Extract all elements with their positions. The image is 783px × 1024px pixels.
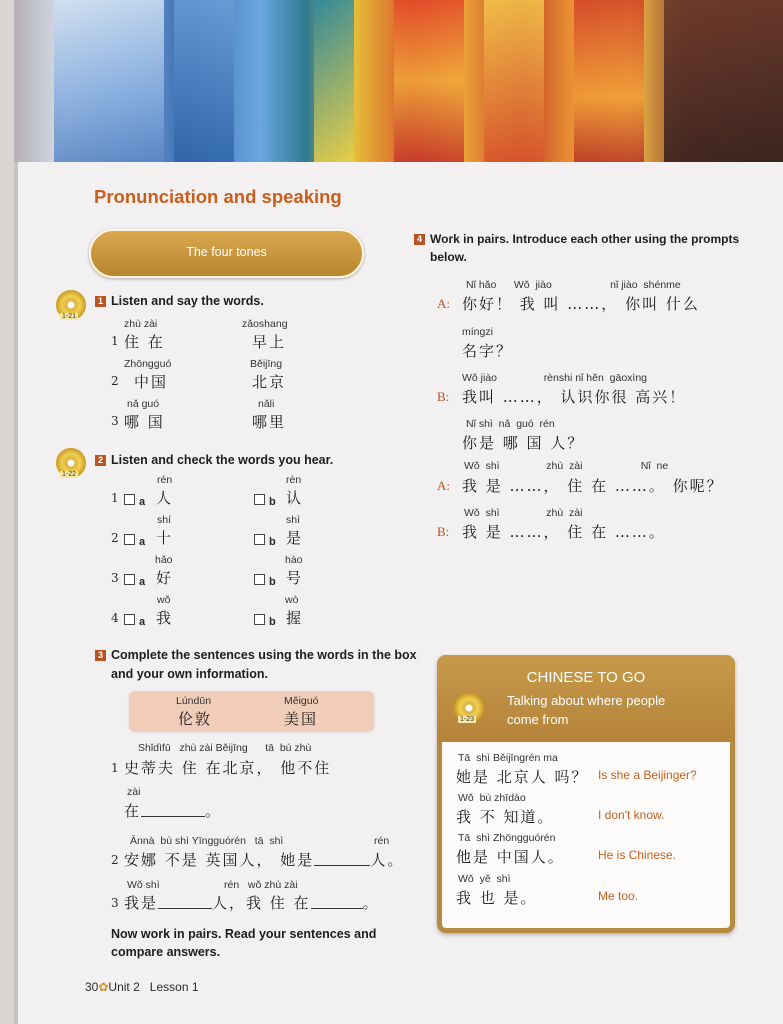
ex2-instruction [95, 453, 333, 467]
checkbox[interactable] [124, 614, 135, 625]
ex2-row-number: 2 [111, 531, 119, 545]
cd-track-label: 1-21 [62, 313, 77, 320]
ex1-instruction [95, 294, 264, 308]
ex3-s1b-pinyin: zài [127, 786, 141, 798]
ex1-hanzi: 早上 [252, 333, 287, 351]
checkbox[interactable] [124, 574, 135, 585]
blank-field[interactable] [158, 908, 212, 909]
ex3-s3-line [124, 892, 380, 913]
ex3-instruction-text: Complete the sentences using the words in the box [111, 648, 417, 662]
ex3-s3-hanzi-a: 我是 [124, 894, 159, 912]
page-number: 30 [85, 980, 99, 994]
ex3-s3-end: 。 [362, 894, 380, 912]
ex1-hanzi: 住 在 [124, 333, 165, 351]
ctg-english: I don't know. [598, 808, 665, 822]
tones-pill-label: The four tones [186, 245, 267, 259]
ex2-pinyin: rèn [286, 474, 302, 486]
ex2-hanzi: 我 [156, 609, 174, 627]
ex1-pinyin: nǎ guó [127, 398, 160, 410]
ex3-s3-hanzi-b: 人，我 住 在 [212, 894, 311, 912]
checkbox[interactable] [254, 534, 265, 545]
ex3-s1b-end: 。 [205, 802, 223, 820]
option-letter: b [269, 576, 276, 588]
ex4-hanzi: 你是 哪 国 人？ [462, 434, 585, 452]
ex4-pinyin: Wǒ shì zhù zài Nǐ ne [464, 460, 669, 472]
ctg-subtitle-l1: Talking about where people [507, 693, 666, 708]
ex4-hanzi: 我 是 ……， 住 在 ……。 [462, 523, 666, 541]
ex4-pinyin: Wǒ jiào rènshi nǐ hěn gāoxìng [462, 372, 648, 384]
ex3-instruction-line2: and your own information. [111, 667, 268, 681]
ex2-pinyin: shí [157, 514, 172, 526]
ex2-hanzi: 认 [286, 489, 304, 507]
blank-field[interactable] [314, 865, 370, 866]
ex1-row-number: 1 [111, 334, 119, 348]
ex1-instruction-text: Listen and say the words. [111, 294, 264, 308]
ex1-row-number: 3 [111, 414, 119, 428]
cd-track-label: 1-23 [460, 716, 475, 723]
ex2-option-a[interactable] [124, 490, 145, 509]
ex1-pinyin: Zhōngguó [124, 358, 172, 370]
ex2-hanzi: 握 [286, 609, 304, 627]
ex4-pinyin: Nǐ shì nǎ guó rén [466, 418, 555, 430]
checkbox[interactable] [254, 614, 265, 625]
ex2-hanzi: 是 [286, 529, 304, 547]
checkbox[interactable] [254, 574, 265, 585]
ex4-number: 4 [414, 234, 425, 245]
ex3-row-number: 1 [111, 761, 119, 775]
ex1-hanzi: 北京 [252, 373, 287, 391]
footer-lesson: Lesson 1 [149, 980, 199, 994]
ex4-hanzi: 我叫 ……， 认识你很 高兴！ [462, 388, 687, 406]
option-letter: a [139, 536, 146, 548]
ex1-pinyin: nǎli [258, 398, 275, 410]
pairs-instruction-l1: Now work in pairs. Read your sentences and [111, 927, 377, 941]
ex2-row-number: 4 [111, 611, 119, 625]
ex1-hanzi: 哪 国 [124, 413, 165, 431]
page-binding-edge [0, 0, 14, 1024]
ex2-pinyin: hǎo [155, 554, 173, 566]
ex3-number: 3 [95, 650, 106, 661]
checkbox[interactable] [254, 494, 265, 505]
ex2-hanzi: 号 [286, 569, 304, 587]
ctg-english: He is Chinese. [598, 848, 677, 862]
word-box-hanzi: 伦敦 [178, 710, 213, 728]
ex3-s2-pinyin-end: rén [374, 835, 390, 847]
ctg-pinyin: Wǒ yě shì [458, 873, 511, 885]
page-footer [85, 980, 199, 994]
ctg-title: CHINESE TO GO [526, 669, 646, 686]
ex4-pinyin: Wǒ shì zhù zài [464, 507, 583, 519]
word-box-hanzi: 美国 [284, 710, 319, 728]
ex2-pinyin: wò [285, 594, 299, 606]
option-letter: a [139, 496, 146, 508]
ex3-row-number: 2 [111, 853, 119, 867]
speaker-label: B: [437, 389, 450, 404]
blank-field[interactable] [311, 908, 363, 909]
ex1-row-number: 2 [111, 374, 119, 388]
ex1-pinyin: Běijīng [250, 358, 283, 370]
flower-icon: ✿ [98, 980, 109, 994]
ex2-pinyin: wǒ [157, 594, 171, 606]
speaker-label: A: [437, 478, 450, 493]
ex2-option-a[interactable] [124, 530, 145, 549]
blank-field[interactable] [141, 816, 205, 817]
option-letter: b [269, 616, 276, 628]
footer-unit: Unit 2 [108, 980, 140, 994]
ex3-row-number: 3 [111, 896, 119, 910]
ex2-hanzi: 十 [156, 529, 174, 547]
ex2-hanzi: 好 [156, 569, 174, 587]
ctg-hanzi: 我 不 知道。 [456, 808, 555, 826]
ctg-pinyin: Tā shì Běijīngrén ma [458, 752, 558, 764]
ex1-pinyin: zhù zài [124, 318, 158, 330]
ex2-option-b[interactable] [254, 610, 276, 629]
ex2-pinyin: shì [286, 514, 301, 526]
ex2-row-number: 3 [111, 571, 119, 585]
checkbox[interactable] [124, 494, 135, 505]
ctg-hanzi: 我 也 是。 [456, 889, 538, 907]
word-box-pinyin: Měiguó [284, 695, 319, 707]
ctg-english: Is she a Beijinger? [598, 768, 697, 782]
option-letter: a [139, 616, 146, 628]
ex2-option-b[interactable] [254, 490, 276, 509]
ex3-s3-pinyin2: rén wǒ zhù zài [224, 879, 298, 891]
ex4-hanzi: 名字？ [462, 342, 514, 360]
ex2-hanzi: 人 [156, 489, 174, 507]
ex2-number: 2 [95, 455, 106, 466]
ctg-pinyin: Tā shì Zhōngguórén [458, 832, 556, 844]
ex2-option-a[interactable] [124, 610, 145, 629]
ex2-option-b[interactable] [254, 530, 276, 549]
ex3-s2-hanzi: 安娜 不是 英国人， 她是 [124, 851, 315, 869]
ex4-instruction [414, 232, 739, 246]
ex3-s1b-hanzi: 在 [124, 802, 142, 820]
ex3-s2-pinyin: Ānnà bù shì Yīngguórén tā shì [130, 835, 284, 847]
ex3-s1-hanzi: 史蒂夫 住 在北京， 他不住 [124, 759, 332, 777]
ex1-number: 1 [95, 296, 106, 307]
ex4-hanzi: 你好！ 我 叫 ……， 你叫 什么 [462, 295, 700, 313]
ex3-s1-pinyin: Shǐdìfū zhù zài Běijīng tā bú zhù [138, 742, 312, 754]
ex4-pinyin: míngzi [462, 326, 493, 338]
ex4-hanzi: 我 是 ……， 住 在 ……。 你呢？ [462, 477, 724, 495]
ex1-hanzi: 中国 [134, 373, 169, 391]
pairs-instruction-l2: compare answers. [111, 945, 221, 959]
ctg-subtitle-l2: come from [507, 712, 569, 727]
ex1-pinyin: zǎoshang [242, 318, 288, 330]
ctg-hanzi: 她是 北京人 吗？ [456, 768, 589, 786]
section-title: Pronunciation and speaking [94, 186, 342, 207]
word-box [129, 691, 374, 731]
cd-track-label: 1-22 [62, 471, 77, 478]
header-photo-costumes [14, 0, 783, 162]
ex2-option-a[interactable] [124, 570, 145, 589]
ex1-hanzi: 哪里 [252, 413, 287, 431]
option-letter: a [139, 576, 146, 588]
ex2-option-b[interactable] [254, 570, 276, 589]
ex3-s1b-line [124, 800, 222, 821]
ex3-s2-end: 人。 [370, 851, 405, 869]
word-box-pinyin: Lúndūn [176, 695, 212, 707]
ex3-instruction [95, 648, 417, 662]
speaker-label: B: [437, 524, 450, 539]
ex3-s3-pinyin: Wǒ shì [127, 879, 160, 891]
ctg-pinyin: Wǒ bù zhīdào [458, 792, 526, 804]
ex2-row-number: 1 [111, 491, 119, 505]
option-letter: b [269, 496, 276, 508]
option-letter: b [269, 536, 276, 548]
ctg-english: Me too. [598, 889, 639, 903]
ex4-pinyin: Nǐ hǎo Wǒ jiào nǐ jiào shénme [466, 279, 681, 291]
ex2-pinyin: hào [285, 554, 303, 566]
ex4-instruction-line2: below. [430, 250, 467, 264]
ex4-instruction-text: Work in pairs. Introduce each other using the prompts [430, 232, 740, 246]
speaker-label: A: [437, 296, 450, 311]
ex2-pinyin: rén [157, 474, 173, 486]
ctg-hanzi: 他是 中国人。 [456, 848, 565, 866]
ex2-instruction-text: Listen and check the words you hear. [111, 453, 334, 467]
ex3-s2-line [124, 849, 404, 870]
checkbox[interactable] [124, 534, 135, 545]
